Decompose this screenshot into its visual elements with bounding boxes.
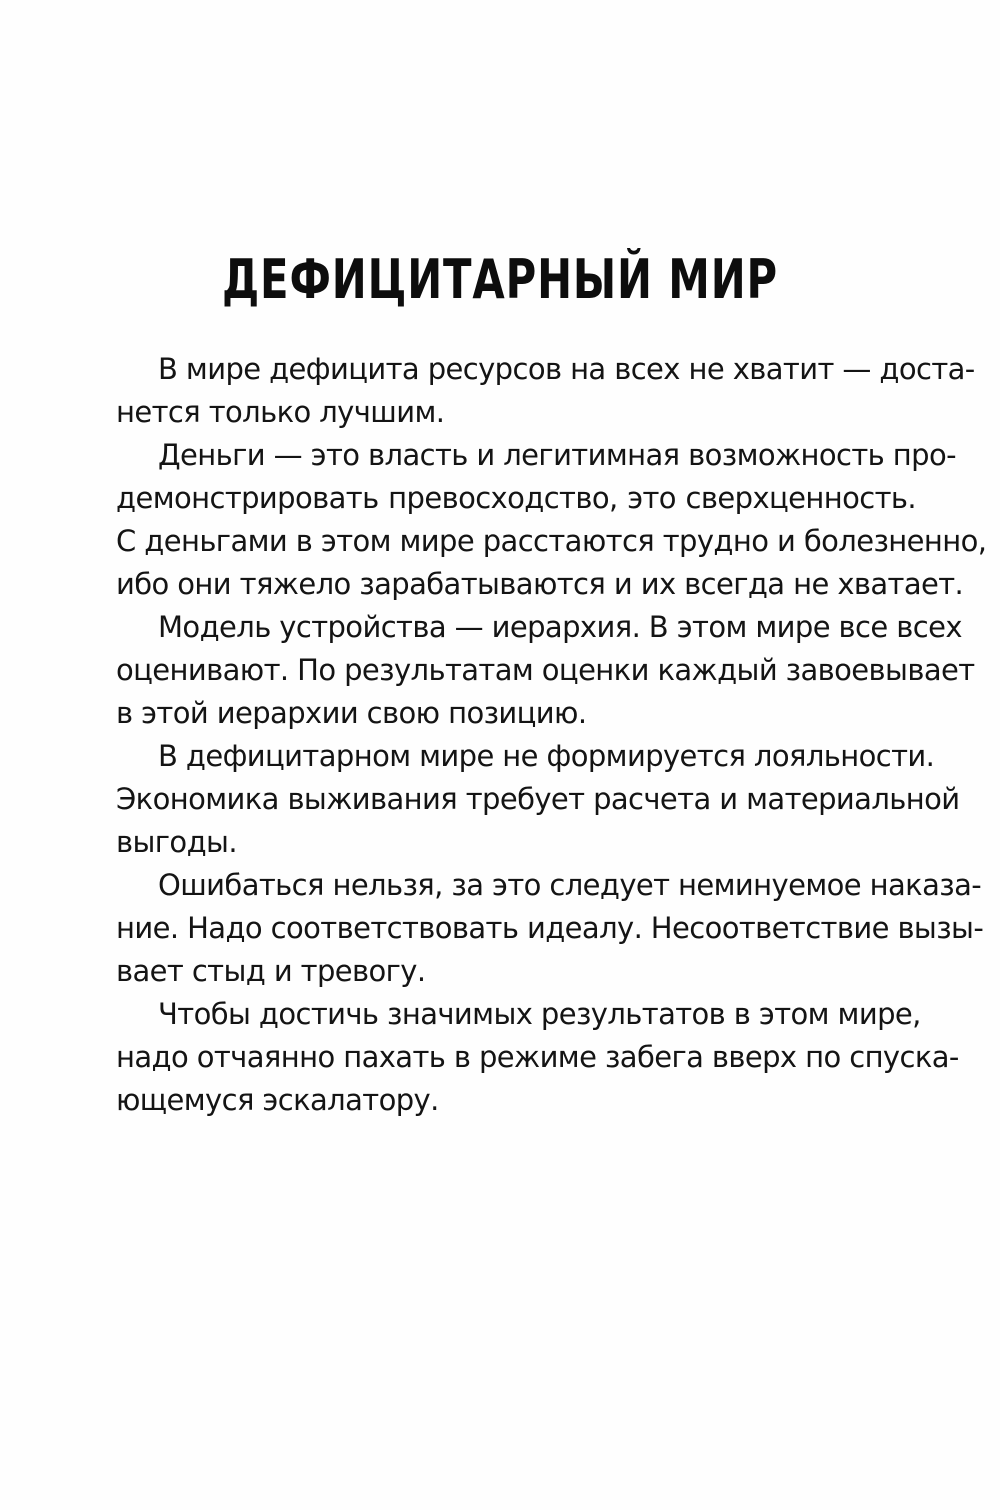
paragraph-1 (116, 348, 975, 434)
paragraph-line: нется только лучшим. (116, 395, 445, 429)
paragraph-5 (116, 864, 984, 993)
paragraph-line: В мире дефицита ресурсов на всех не хватит — доста- (158, 352, 975, 386)
paragraph-line: выгоды. (116, 825, 237, 859)
paragraph-line: В дефицитарном мире не формируется лояльности. (158, 739, 935, 773)
paragraph-2 (116, 434, 987, 606)
paragraph-line: вает стыд и тревогу. (116, 954, 426, 988)
paragraph-line: Деньги — это власть и легитимная возможность про- (158, 438, 956, 472)
paragraph-line: оценивают. По результатам оценки каждый завоевывает (116, 653, 975, 687)
paragraph-line: С деньгами в этом мире расстаются трудно и болезненно, (116, 524, 987, 558)
chapter-body (116, 348, 987, 1122)
chapter-title: ДЕФИЦИТАРНЫЙ МИР (221, 248, 779, 311)
paragraph-line: Чтобы достичь значимых результатов в этом мире, (158, 997, 921, 1031)
paragraph-line: Модель устройства — иерархия. В этом мире все всех (158, 610, 962, 644)
paragraph-line: в этой иерархии свою позицию. (116, 696, 587, 730)
paragraph-4 (116, 735, 960, 864)
paragraph-line: Ошибаться нельзя, за это следует неминуемое наказа- (158, 868, 982, 902)
paragraph-line: ние. Надо соответствовать идеалу. Несоответствие вызы- (116, 911, 984, 945)
paragraph-line: ибо они тяжело зарабатываются и их всегда не хватает. (116, 567, 964, 601)
paragraph-3 (116, 606, 975, 735)
paragraph-line: Экономика выживания требует расчета и материальной (116, 782, 960, 816)
paragraph-line: ющемуся эскалатору. (116, 1083, 439, 1117)
paragraph-line: надо отчаянно пахать в режиме забега вверх по спуска- (116, 1040, 959, 1074)
paragraph-line: демонстрировать превосходство, это сверхценность. (116, 481, 916, 515)
paragraph-6 (116, 993, 959, 1122)
